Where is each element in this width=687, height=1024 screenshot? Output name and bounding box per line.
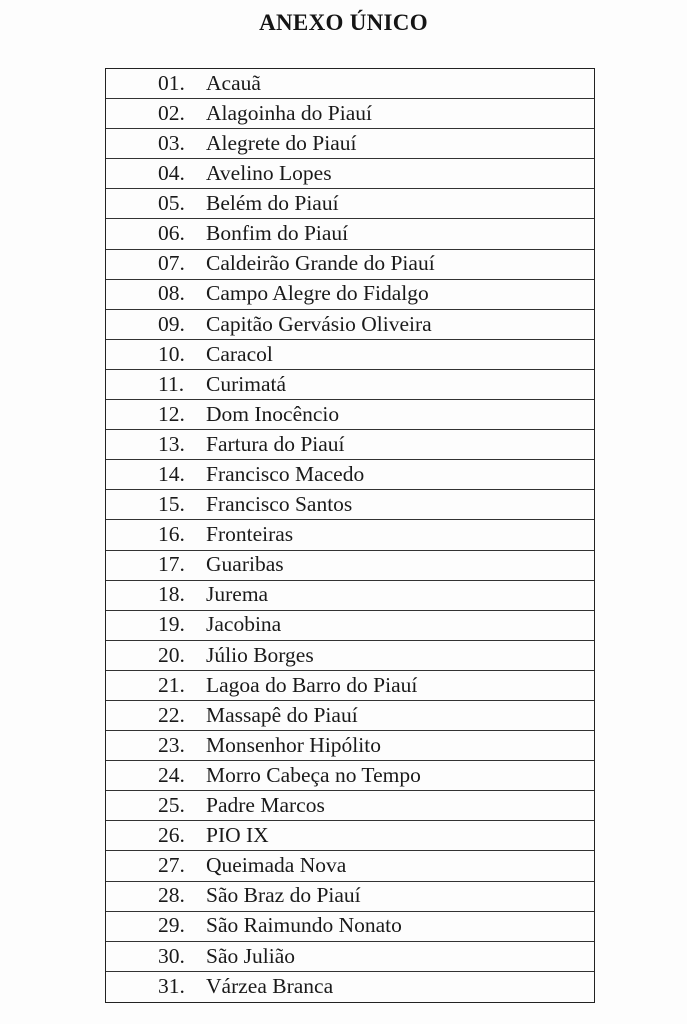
table-row <box>106 821 594 851</box>
municipality-name: Morro Cabeça no Tempo <box>206 762 421 787</box>
row-number: 31. <box>158 974 185 999</box>
table-row <box>106 280 594 310</box>
municipality-name: Francisco Macedo <box>206 462 365 487</box>
table-row <box>106 490 594 520</box>
row-number: 03. <box>158 130 185 155</box>
table-row <box>106 520 594 550</box>
table-row <box>106 791 594 821</box>
table-row <box>106 671 594 701</box>
table-row <box>106 250 594 280</box>
table-row <box>106 761 594 791</box>
row-number: 25. <box>158 793 185 818</box>
table-row <box>106 370 594 400</box>
municipality-name: Dom Inocêncio <box>206 401 340 426</box>
table-row <box>106 159 594 189</box>
row-number: 30. <box>158 943 185 968</box>
municipality-name: Capitão Gervásio Oliveira <box>206 311 432 336</box>
row-number: 02. <box>158 100 185 125</box>
table-row <box>106 851 594 881</box>
row-number: 06. <box>158 221 185 246</box>
table-row <box>106 340 594 370</box>
row-number: 07. <box>158 251 185 276</box>
municipality-table <box>105 68 595 1003</box>
row-number: 23. <box>158 732 185 757</box>
row-number: 29. <box>158 913 185 938</box>
municipality-name: Lagoa do Barro do Piauí <box>206 672 418 697</box>
row-number: 11. <box>158 371 185 396</box>
row-number: 09. <box>158 311 185 336</box>
municipality-name: Queimada Nova <box>206 853 347 878</box>
document-title: ANEXO ÚNICO <box>259 10 428 35</box>
table-row <box>106 641 594 671</box>
municipality-name: Jacobina <box>206 612 282 637</box>
row-number: 05. <box>158 191 185 216</box>
municipality-name: Bonfim do Piauí <box>206 221 349 246</box>
row-number: 15. <box>158 492 185 517</box>
municipality-name: Alegrete do Piauí <box>206 130 357 155</box>
municipality-name: Jurema <box>206 582 269 607</box>
row-number: 27. <box>158 853 185 878</box>
row-number: 17. <box>158 552 185 577</box>
municipality-name: Avelino Lopes <box>206 161 332 186</box>
municipality-name: Monsenhor Hipólito <box>206 732 381 757</box>
row-number: 14. <box>158 462 185 487</box>
row-number: 28. <box>158 883 185 908</box>
table-row <box>106 400 594 430</box>
municipality-name: Caldeirão Grande do Piauí <box>206 251 435 276</box>
row-number: 16. <box>158 522 185 547</box>
municipality-name: Campo Alegre do Fidalgo <box>206 281 429 306</box>
municipality-name: Francisco Santos <box>206 492 353 517</box>
municipality-name: Fronteiras <box>206 522 294 547</box>
table-row <box>106 882 594 912</box>
municipality-name: Belém do Piauí <box>206 191 339 216</box>
table-row <box>106 460 594 490</box>
table-row <box>106 189 594 219</box>
row-number: 01. <box>158 70 185 95</box>
municipality-name: Caracol <box>206 341 273 366</box>
row-number: 24. <box>158 762 185 787</box>
municipality-name: São Julião <box>206 943 295 968</box>
row-number: 12. <box>158 401 185 426</box>
table-row <box>106 611 594 641</box>
municipality-name: Alagoinha do Piauí <box>206 100 373 125</box>
table-row <box>106 310 594 340</box>
row-number: 21. <box>158 672 185 697</box>
municipality-name: PIO IX <box>206 823 269 848</box>
row-number: 26. <box>158 823 185 848</box>
municipality-name: São Raimundo Nonato <box>206 913 402 938</box>
row-number: 19. <box>158 612 185 637</box>
table-row <box>106 129 594 159</box>
row-number: 08. <box>158 281 185 306</box>
municipality-name: Guaribas <box>206 552 284 577</box>
row-number: 18. <box>158 582 185 607</box>
row-number: 13. <box>158 431 185 456</box>
table-row <box>106 551 594 581</box>
table-row <box>106 69 594 99</box>
table-row <box>106 942 594 972</box>
table-row <box>106 99 594 129</box>
municipality-name: Várzea Branca <box>206 974 334 999</box>
table-row <box>106 219 594 249</box>
table-row <box>106 430 594 460</box>
municipality-name: São Braz do Piauí <box>206 883 361 908</box>
row-number: 10. <box>158 341 185 366</box>
municipality-name: Padre Marcos <box>206 793 325 818</box>
municipality-name: Fartura do Piauí <box>206 431 345 456</box>
row-number: 22. <box>158 702 185 727</box>
municipality-name: Curimatá <box>206 371 287 396</box>
table-row <box>106 912 594 942</box>
table-row <box>106 581 594 611</box>
table-row <box>106 972 594 1002</box>
row-number: 04. <box>158 161 185 186</box>
municipality-name: Massapê do Piauí <box>206 702 358 727</box>
municipality-name: Júlio Borges <box>206 642 314 667</box>
table-row <box>106 701 594 731</box>
table-row <box>106 731 594 761</box>
municipality-name: Acauã <box>206 70 261 95</box>
row-number: 20. <box>158 642 185 667</box>
